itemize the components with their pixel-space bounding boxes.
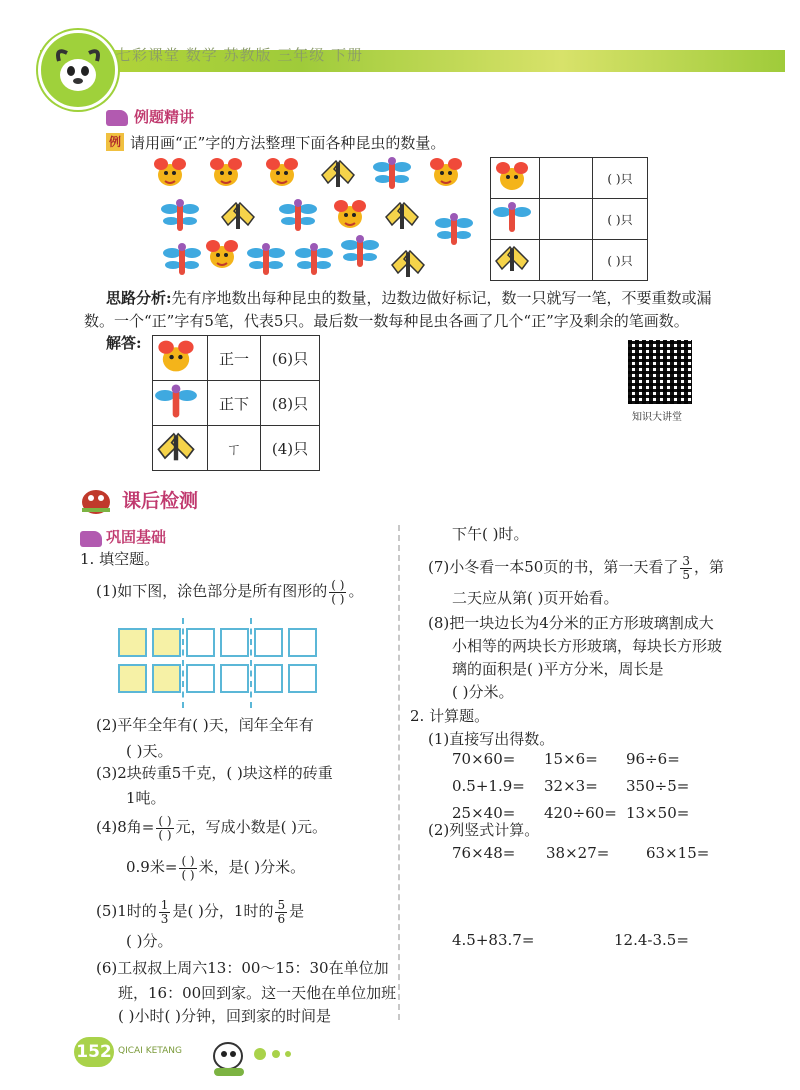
answer-table [152, 335, 320, 471]
book-icon [106, 110, 128, 126]
tally-blank-2 [540, 199, 593, 240]
tally-bee: 正一 [208, 336, 261, 381]
bee-cell [491, 158, 540, 199]
tally-dragonfly: 正下 [208, 381, 261, 426]
answer-bee-cell [153, 336, 208, 381]
q2-2: (2)列竖式计算。 [428, 821, 540, 839]
calc-item: 32×3= [544, 777, 598, 795]
q1-3a: (3)2块砖重5千克，( )块这样的砖重 [96, 764, 333, 782]
calc-item: 350÷5= [626, 777, 690, 795]
tally-butterfly: ㄒ [208, 426, 261, 471]
mascot-logo [38, 30, 118, 110]
calc-item: 96÷6= [626, 750, 680, 768]
answer-butterfly-cell [153, 426, 208, 471]
q1-title: 1. 填空题。 [80, 550, 160, 568]
vertical-row-1 [452, 840, 709, 867]
mascot-icon [76, 480, 116, 516]
q1-7a: (7)小冬看一本50页的书，第一天看了 $\frac{3}{5}$ ，第 [428, 553, 724, 582]
calc-item: 25×40= [452, 804, 516, 822]
tally-blank-3 [540, 240, 593, 281]
vertical-item: 4.5+83.7= [452, 931, 535, 949]
q1-6-end: 下午( )时。 [452, 525, 529, 543]
footer-brand: QICAI KETANG [118, 1046, 182, 1056]
answer-dragonfly-cell [153, 381, 208, 426]
bee-icon [492, 159, 532, 193]
calc-item: 13×50= [626, 804, 690, 822]
insect-count-table [490, 157, 648, 281]
count-blank-3: ( )只 [593, 240, 648, 281]
dragonfly-icon [492, 200, 532, 234]
count-butterfly: (4)只 [261, 426, 320, 471]
column-divider [398, 525, 400, 1020]
count-blank-1: ( )只 [593, 158, 648, 199]
calc-grid [452, 746, 689, 827]
q1-6b: 班，16：00回到家。这一天他在单位加班 [118, 984, 397, 1002]
q1-2b: ( )天。 [126, 742, 173, 760]
qr-caption: 知识大讲堂 [632, 412, 682, 423]
calc-item: 70×60= [452, 750, 516, 768]
q1-2a: (2)平年全年有( )天，闰年全年有 [96, 716, 314, 734]
dragonfly-icon [154, 382, 198, 420]
analysis-line-2: 数。一个“正”字有5笔，代表5只。最后数一数每种昆虫各画了几个“正”字及剩余的笔画数。 [84, 312, 689, 330]
calc-item: 0.5+1.9= [452, 777, 525, 795]
q1-5d: ( )分。 [126, 932, 173, 950]
sub-section-title: 巩固基础 [106, 528, 167, 546]
count-blank-2: ( )只 [593, 199, 648, 240]
butterfly-icon [154, 427, 198, 465]
vertical-item: 38×27= [546, 844, 610, 862]
footer-mascot [200, 1030, 300, 1080]
vertical-row-2 [452, 927, 689, 954]
vertical-item: 12.4-3.5= [614, 931, 689, 949]
example-badge: 例 [106, 133, 124, 151]
practice-section-title: 课后检测 [122, 490, 199, 512]
butterfly-icon [492, 241, 532, 275]
dragonfly-cell [491, 199, 540, 240]
count-bee: (6)只 [261, 336, 320, 381]
q2-title: 2. 计算题。 [410, 707, 490, 725]
example-question: 请用画“正”字的方法整理下面各种昆虫的数量。 [130, 134, 446, 152]
calc-item: 420÷60= [544, 804, 617, 822]
butterfly-cell [491, 240, 540, 281]
analysis-line-1: 思路分析:先有序地数出每种昆虫的数量，边数边做好标记，数一只就写一笔，不要重数或漏 [106, 289, 712, 307]
shaded-squares-figure [118, 628, 298, 698]
q1-1: (1)如下图，涂色部分是所有图形的 $\frac{( )}{( )}$ 。 [96, 577, 364, 606]
fraction-blank: $\frac{( )}{( )}$ [181, 853, 195, 882]
q1-3b: 1吨。 [126, 789, 166, 807]
q1-4b: 0.9米= $\frac{( )}{( )}$ 米，是( )分米。 [126, 853, 306, 882]
analysis-label: 思路分析: [106, 289, 172, 307]
fraction-blank: $\frac{( )}{( )}$ [331, 577, 345, 606]
q1-7c: 二天应从第( )页开始看。 [452, 589, 619, 607]
q1-8b: 小相等的两块长方形玻璃，每块长方形玻 [452, 637, 723, 655]
page-number: 152 [74, 1037, 114, 1067]
q1-8d: ( )分米。 [452, 683, 514, 701]
calc-item: 15×6= [544, 750, 598, 768]
count-dragonfly: (8)只 [261, 381, 320, 426]
q1-8c: 璃的面积是( )平方分米，周长是 [452, 660, 664, 678]
answer-label: 解答: [106, 334, 142, 352]
vertical-item: 63×15= [646, 844, 710, 862]
q1-6c: ( )小时( )分钟，回到家的时间是 [118, 1007, 331, 1025]
vertical-item: 76×48= [452, 844, 516, 862]
qr-code[interactable] [628, 340, 692, 404]
q1-6a: (6)工叔叔上周六13：00～15：30在单位加 [96, 959, 389, 977]
book-icon [80, 531, 102, 547]
example-section-title: 例题精讲 [134, 108, 195, 126]
fraction-blank: $\frac{( )}{( )}$ [158, 813, 172, 842]
q1-8a: (8)把一块边长为4分米的正方形玻璃割成大 [428, 614, 714, 632]
header-title: 七彩课堂 数学 苏教版 三年级 下册 [116, 46, 364, 64]
tally-blank-1 [540, 158, 593, 199]
q1-4a: (4)8角= $\frac{( )}{( )}$ 元，写成小数是( )元。 [96, 813, 328, 842]
q1-5a: (5)1时的 $\frac{1}{3}$ 是( )分，1时的 $\frac{5}{6}$ 是 [96, 897, 305, 926]
q2-1: (1)直接写出得数。 [428, 730, 555, 748]
insects-illustration [150, 155, 480, 285]
bee-icon [154, 337, 198, 375]
